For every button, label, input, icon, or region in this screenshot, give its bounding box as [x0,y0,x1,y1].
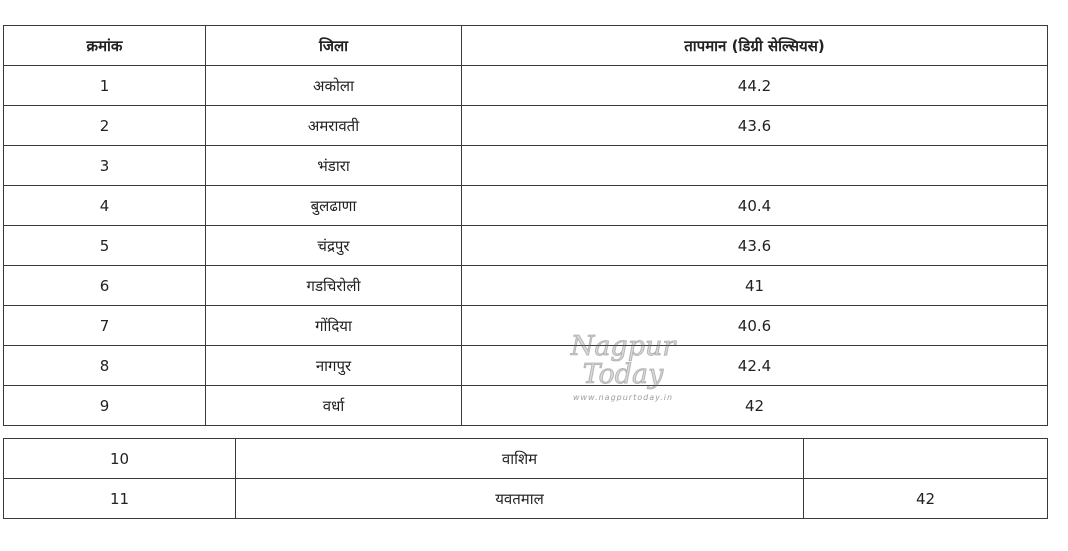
table-row [4,186,1048,226]
temperature-table-continued [3,438,1048,519]
cell-serial: 7 [4,306,206,346]
cell-district: चंद्रपुर [206,226,462,266]
table-row [4,386,1048,426]
cell-temperature: 40.6 [462,306,1048,346]
table-row [4,146,1048,186]
table-row [4,479,1048,519]
cell-temperature [804,439,1048,479]
temperature-table [3,25,1048,426]
table-row [4,226,1048,266]
table-header-row [4,26,1048,66]
cell-temperature: 43.6 [462,226,1048,266]
cell-district: भंडारा [206,146,462,186]
table-row [4,106,1048,146]
cell-serial: 6 [4,266,206,306]
cell-temperature: 43.6 [462,106,1048,146]
cell-district: यवतमाल [236,479,804,519]
cell-district: अमरावती [206,106,462,146]
cell-serial: 2 [4,106,206,146]
cell-serial: 4 [4,186,206,226]
cell-district: अकोला [206,66,462,106]
cell-district: नागपुर [206,346,462,386]
cell-temperature: 41 [462,266,1048,306]
cell-temperature [462,146,1048,186]
watermark-url: www.nagpurtoday.in [572,393,674,402]
cell-temperature: 42.4 [462,346,1048,386]
cell-serial: 5 [4,226,206,266]
cell-district: गडचिरोली [206,266,462,306]
header-district: जिला [206,26,462,66]
cell-district: वर्धा [206,386,462,426]
header-serial: क्रमांक [4,26,206,66]
table-row [4,266,1048,306]
table-row [4,306,1048,346]
cell-serial: 9 [4,386,206,426]
cell-district: वाशिम [236,439,804,479]
cell-temperature: 42 [462,386,1048,426]
cell-serial: 3 [4,146,206,186]
watermark-name: Nagpur Today [570,331,676,390]
table-row [4,346,1048,386]
cell-serial: 11 [4,479,236,519]
cell-district: गोंदिया [206,306,462,346]
cell-serial: 1 [4,66,206,106]
table-row [4,66,1048,106]
cell-temperature: 42 [804,479,1048,519]
cell-serial: 10 [4,439,236,479]
cell-serial: 8 [4,346,206,386]
table-row [4,439,1048,479]
header-temperature: तापमान (डिग्री सेल्सियस) [462,26,1048,66]
cell-district: बुलढाणा [206,186,462,226]
cell-temperature: 40.4 [462,186,1048,226]
cell-temperature: 44.2 [462,66,1048,106]
